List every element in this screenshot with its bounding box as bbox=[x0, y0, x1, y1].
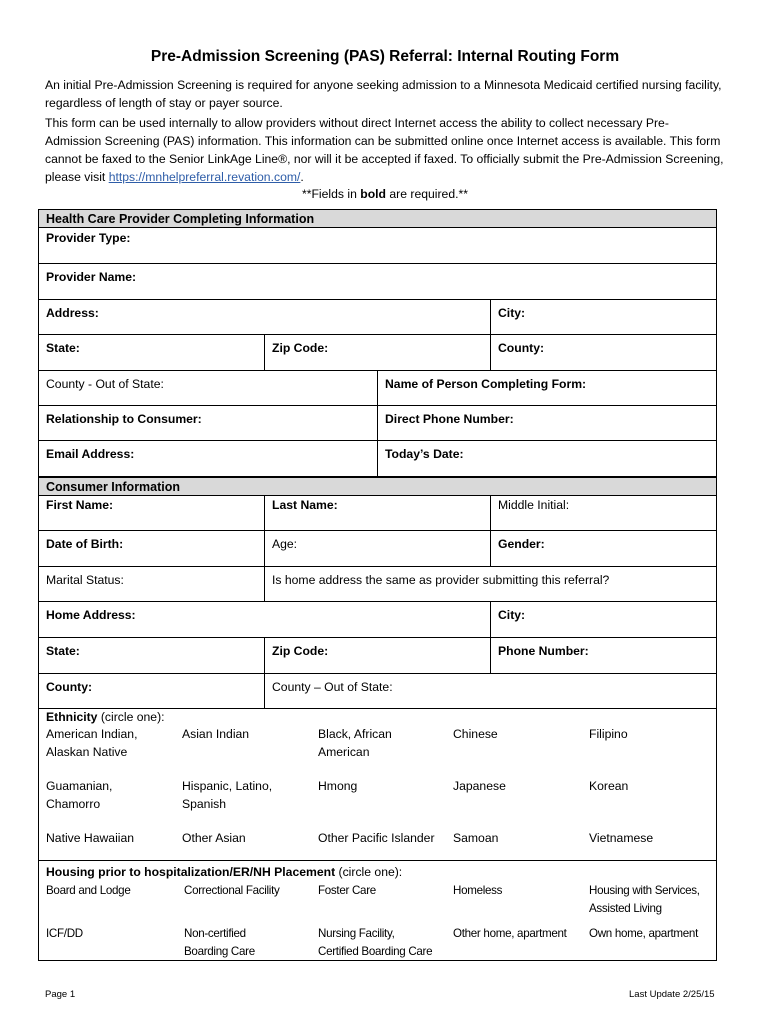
housing-option[interactable]: Non-certified Boarding Care bbox=[184, 927, 255, 958]
provider-section-heading: Health Care Provider Completing Information bbox=[38, 209, 717, 228]
ethnicity-option[interactable]: American Indian, Alaskan Native bbox=[46, 727, 138, 759]
ethnicity-option[interactable]: Filipino bbox=[589, 727, 628, 741]
provider-county-out-label: County - Out of State: bbox=[46, 377, 164, 391]
provider-county-label: County: bbox=[490, 335, 716, 370]
name-completing-label: Name of Person Completing Form: bbox=[377, 371, 716, 405]
email-label: Email Address: bbox=[46, 447, 135, 461]
provider-county-out-row[interactable] bbox=[38, 371, 717, 406]
ethnicity-block bbox=[38, 709, 717, 861]
housing-option[interactable]: Foster Care bbox=[318, 884, 376, 897]
provider-name-row[interactable] bbox=[38, 264, 717, 300]
todays-date-label: Today’s Date: bbox=[377, 441, 716, 476]
consumer-state-row[interactable] bbox=[38, 638, 717, 674]
ethnicity-label-rest: (circle one): bbox=[97, 710, 165, 724]
dob-label: Date of Birth: bbox=[46, 537, 124, 551]
required-note-text: **Fields in bbox=[302, 187, 361, 201]
marital-row[interactable] bbox=[38, 567, 717, 602]
last-name-label: Last Name: bbox=[264, 496, 490, 530]
relationship-label: Relationship to Consumer: bbox=[46, 412, 202, 426]
consumer-county-out-label: County – Out of State: bbox=[264, 674, 716, 708]
housing-option[interactable]: ICF/DD bbox=[46, 927, 83, 940]
housing-option[interactable]: Homeless bbox=[453, 884, 503, 897]
ethnicity-option[interactable]: Chinese bbox=[453, 727, 498, 741]
intro-text: This form can be used internally to allow providers without direct Internet access the ability to collect necessary Pre-Admission Screening (PAS) information. This information can be submitted online once Internet access is available. This form cannot be faxed to the Senior LinkAge Line®, nor will it be accepted if faxed. To officially submit the Pre-Admission Screening, please visit bbox=[45, 116, 724, 184]
first-name-label: First Name: bbox=[46, 498, 114, 512]
last-update: Last Update 2/25/15 bbox=[629, 989, 715, 1000]
direct-phone-label: Direct Phone Number: bbox=[377, 406, 716, 440]
page-number: Page 1 bbox=[45, 989, 76, 1000]
consumer-section-heading: Consumer Information bbox=[38, 477, 717, 496]
housing-option[interactable]: Nursing Facility, Certified Boarding Care bbox=[318, 927, 433, 958]
ethnicity-option[interactable]: Hispanic, Latino, Spanish bbox=[182, 779, 273, 811]
ethnicity-option[interactable]: Hmong bbox=[318, 779, 358, 793]
home-address-label: Home Address: bbox=[46, 608, 136, 622]
consumer-state-label: State: bbox=[46, 644, 80, 658]
ethnicity-option[interactable]: Other Asian bbox=[182, 831, 246, 845]
provider-city-label: City: bbox=[490, 300, 716, 334]
provider-state-row[interactable] bbox=[38, 335, 717, 371]
middle-initial-label: Middle Initial: bbox=[490, 496, 716, 530]
marital-status-label: Marital Status: bbox=[46, 573, 124, 587]
provider-zip-label: Zip Code: bbox=[264, 335, 490, 370]
housing-option[interactable]: Housing with Services, Assisted Living bbox=[589, 884, 700, 915]
housing-option[interactable]: Board and Lodge bbox=[46, 884, 131, 897]
ethnicity-option[interactable]: Guamanian, Chamorro bbox=[46, 779, 113, 811]
intro-paragraph-2 bbox=[45, 114, 725, 186]
referral-link[interactable]: https://mnhelpreferral.revation.com/ bbox=[108, 170, 301, 184]
consumer-zip-label: Zip Code: bbox=[264, 638, 490, 673]
housing-option[interactable]: Own home, apartment bbox=[589, 927, 699, 940]
provider-type-row[interactable] bbox=[38, 228, 717, 264]
consumer-county-label: County: bbox=[46, 680, 93, 694]
consumer-county-row[interactable] bbox=[38, 674, 717, 709]
gender-label: Gender: bbox=[490, 531, 716, 566]
required-note-text-end: are required.** bbox=[386, 187, 468, 201]
page-title: Pre-Admission Screening (PAS) Referral: Internal Routing Form bbox=[150, 48, 620, 65]
provider-state-label: State: bbox=[46, 341, 80, 355]
provider-address-label: Address: bbox=[46, 306, 99, 320]
age-label: Age: bbox=[264, 531, 490, 566]
ethnicity-option[interactable]: Samoan bbox=[453, 831, 499, 845]
provider-address-row[interactable] bbox=[38, 300, 717, 335]
ethnicity-option[interactable]: Other Pacific Islander bbox=[318, 831, 435, 845]
required-note-bold: bold bbox=[360, 187, 386, 201]
ethnicity-label bbox=[46, 709, 165, 727]
ethnicity-option[interactable]: Asian Indian bbox=[182, 727, 250, 741]
provider-name-label: Provider Name: bbox=[46, 270, 137, 284]
consumer-name-row[interactable] bbox=[38, 496, 717, 531]
home-address-row[interactable] bbox=[38, 602, 717, 638]
ethnicity-label-bold: Ethnicity bbox=[46, 710, 98, 724]
relationship-row[interactable] bbox=[38, 406, 717, 441]
consumer-city-label: City: bbox=[490, 602, 716, 637]
provider-type-label: Provider Type: bbox=[46, 231, 131, 245]
housing-label-bold: Housing prior to hospitalization/ER/NH Placement bbox=[46, 865, 336, 879]
housing-label bbox=[46, 864, 402, 882]
ethnicity-option[interactable]: Vietnamese bbox=[589, 831, 654, 845]
consumer-dob-row[interactable] bbox=[38, 531, 717, 567]
ethnicity-option[interactable]: Native Hawaiian bbox=[46, 831, 135, 845]
housing-option[interactable]: Correctional Facility bbox=[184, 884, 280, 897]
housing-label-rest: (circle one): bbox=[335, 865, 403, 879]
ethnicity-option[interactable]: Japanese bbox=[453, 779, 506, 793]
housing-block bbox=[38, 861, 717, 961]
ethnicity-option[interactable]: Korean bbox=[589, 779, 629, 793]
home-same-question: Is home address the same as provider submitting this referral? bbox=[264, 567, 716, 601]
email-row[interactable] bbox=[38, 441, 717, 477]
required-note bbox=[0, 187, 770, 201]
intro-paragraph-1: An initial Pre-Admission Screening is required for anyone seeking admission to a Minnesota Medicaid certified nursing facility, regardless of length of stay or payer source. bbox=[45, 78, 722, 110]
housing-option[interactable]: Other home, apartment bbox=[453, 927, 567, 940]
intro-text-end: . bbox=[300, 170, 304, 184]
ethnicity-option[interactable]: Black, African American bbox=[318, 727, 392, 759]
consumer-phone-label: Phone Number: bbox=[490, 638, 716, 673]
